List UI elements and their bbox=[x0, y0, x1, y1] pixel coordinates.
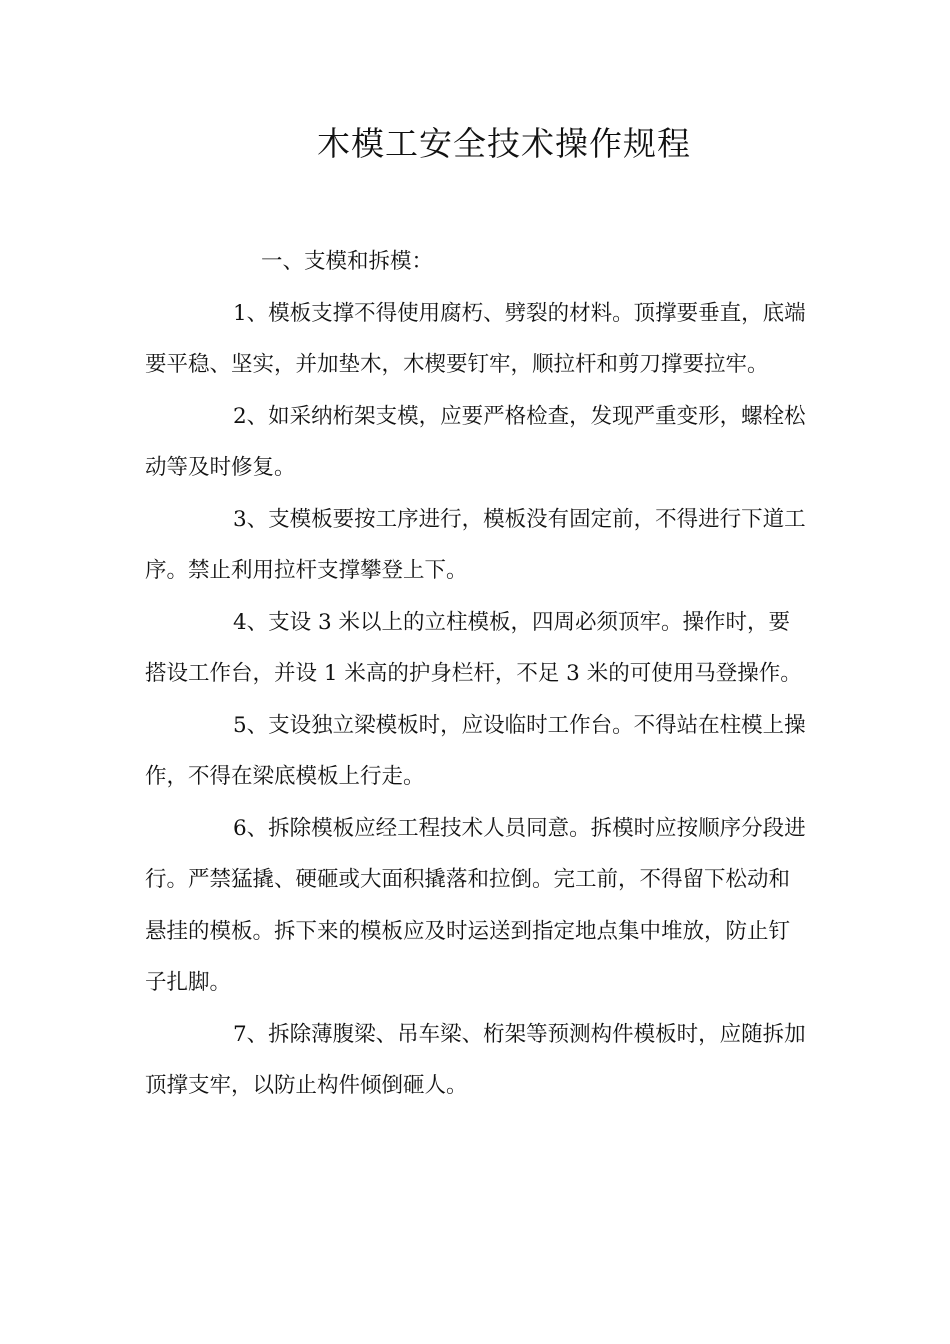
document-title: 木模工安全技术操作规程 bbox=[317, 124, 691, 163]
rule-item-1: 1、模板支撑不得使用腐朽、劈裂的材料。顶撑要垂直，底端要平稳、坚实，并加垫木，木楔要钉牢，顺拉杆和剪刀撑要拉牢。 bbox=[145, 300, 806, 377]
rule-item-5: 5、支设独立梁模板时，应设临时工作台。不得站在柱模上操作，不得在梁底模板上行走。 bbox=[145, 712, 806, 789]
rule-item-2: 2、如采纳桁架支模，应要严格检查，发现严重变形，螺栓松动等及时修复。 bbox=[145, 403, 806, 480]
rule-item-6: 6、拆除模板应经工程技术人员同意。拆模时应按顺序分段进行。严禁猛撬、硬砸或大面积撬落和拉倒。完工前，不得留下松动和悬挂的模板。拆下来的模板应及时运送到指定地点集中堆放，防止钉子扎脚。 bbox=[145, 815, 806, 995]
rule-item-4: 4、支设 3 米以上的立柱模板，四周必须顶牢。操作时，要搭设工作台，并设 1 米高的护身栏杆，不足 3 米的可使用马登操作。 bbox=[145, 609, 802, 686]
rule-item-3: 3、支模板要按工序进行，模板没有固定前，不得进行下道工序。禁止利用拉杆支撑攀登上下。 bbox=[145, 506, 806, 583]
rule-item-7: 7、拆除薄腹梁、吊车梁、桁架等预测构件模板时，应随拆加顶撑支牢，以防止构件倾倒砸人。 bbox=[145, 1021, 806, 1098]
section-heading: 一、支模和拆模： bbox=[261, 249, 434, 274]
document-body bbox=[145, 236, 807, 1112]
